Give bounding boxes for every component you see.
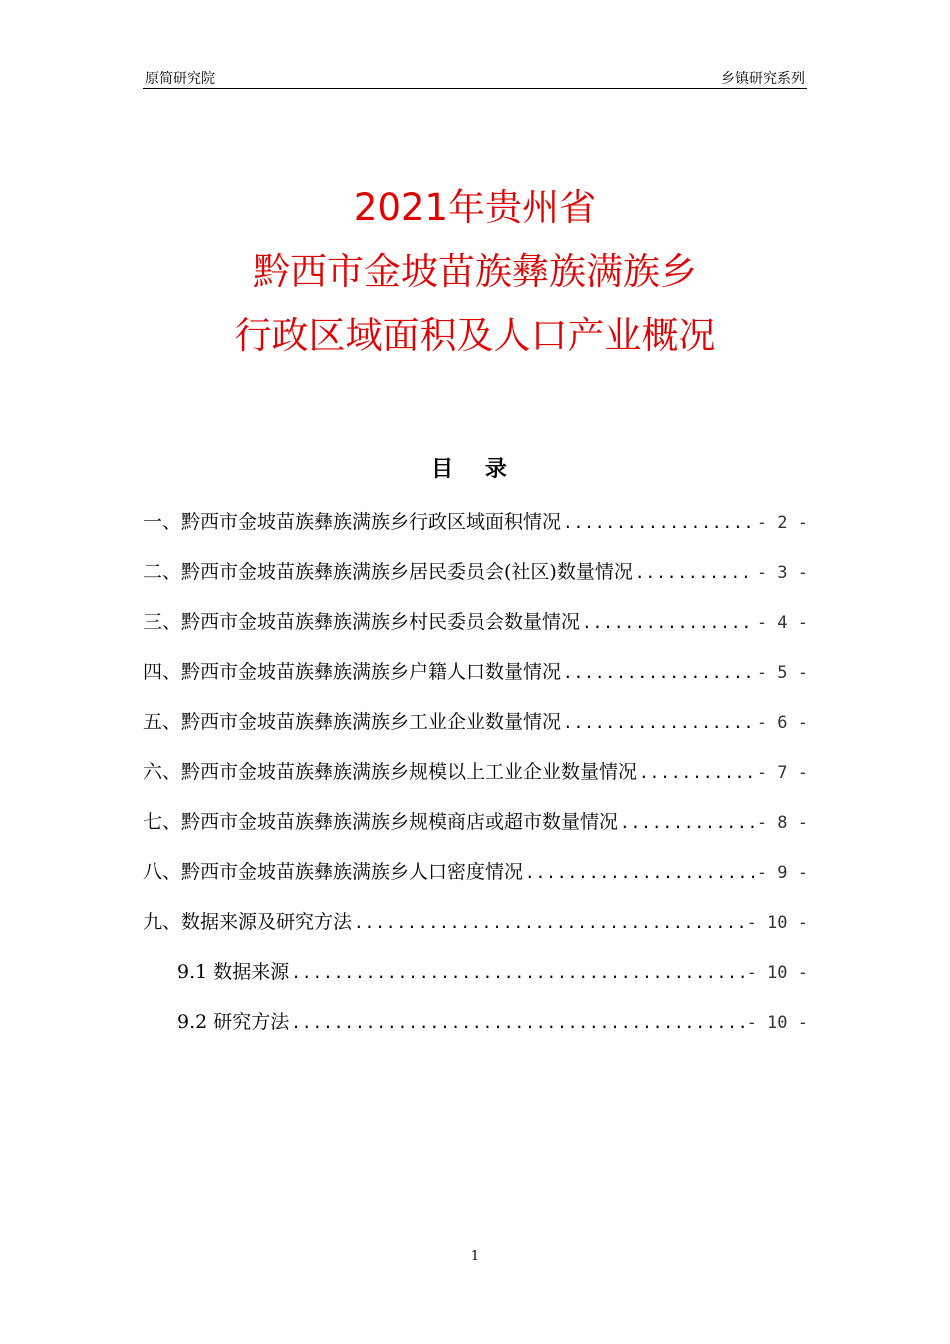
toc-entry-text: 四、黔西市金坡苗族彝族满族乡户籍人口数量情况 — [143, 661, 562, 683]
title-line-2: 黔西市金坡苗族彝族满族乡 — [253, 250, 697, 293]
toc-entry-page: - 10 - — [746, 1013, 808, 1033]
toc-entry-page: - 7 - — [756, 763, 808, 783]
title-line-3: 行政区域面积及人口产业概况 — [234, 314, 716, 357]
toc-heading: 目 录 — [431, 457, 519, 482]
toc-leader-dots — [561, 503, 755, 543]
toc-leader-dots — [561, 703, 755, 743]
toc-entry-text: 二、黔西市金坡苗族彝族满族乡居民委员会(社区)数量情况 — [143, 561, 633, 583]
page-header — [143, 66, 807, 89]
toc-entry-text: 9.1 数据来源 — [177, 961, 290, 983]
toc-entry-page: - 10 - — [746, 913, 808, 933]
toc-entry-7[interactable] — [143, 802, 808, 852]
toc-entry-4[interactable] — [143, 652, 808, 702]
toc-entry-page: - 10 - — [746, 963, 808, 983]
toc-entry-text: 九、数据来源及研究方法 — [143, 911, 353, 933]
header-series-name: 乡镇研究系列 — [721, 71, 805, 87]
header-org-name: 原简研究院 — [145, 71, 215, 87]
toc-entry-8[interactable] — [143, 852, 808, 902]
toc-entry-page: - 5 - — [756, 663, 808, 683]
toc-entry-6[interactable] — [143, 752, 808, 802]
toc-entry-3[interactable] — [143, 602, 808, 652]
toc-entry-page: - 8 - — [756, 813, 808, 833]
document-title — [0, 176, 950, 368]
toc-leader-dots — [561, 653, 755, 693]
toc-entry-9[interactable] — [143, 902, 808, 952]
toc-entry-text: 一、黔西市金坡苗族彝族满族乡行政区域面积情况 — [143, 511, 562, 533]
toc-entry-page: - 3 - — [756, 563, 808, 583]
toc-entry-text: 六、黔西市金坡苗族彝族满族乡规模以上工业企业数量情况 — [143, 761, 638, 783]
toc-entry-text: 五、黔西市金坡苗族彝族满族乡工业企业数量情况 — [143, 711, 562, 733]
toc-subentry-9-2[interactable] — [143, 1002, 808, 1052]
toc-entry-1[interactable] — [143, 502, 808, 552]
toc-leader-dots — [289, 1003, 744, 1043]
table-of-contents — [143, 502, 808, 1052]
toc-leader-dots — [523, 853, 755, 893]
toc-entry-page: - 9 - — [756, 863, 808, 883]
toc-entry-5[interactable] — [143, 702, 808, 752]
toc-entry-page: - 4 - — [756, 613, 808, 633]
toc-leader-dots — [633, 553, 755, 593]
toc-entry-text: 八、黔西市金坡苗族彝族满族乡人口密度情况 — [143, 861, 524, 883]
toc-entry-2[interactable] — [143, 552, 808, 602]
toc-subentry-9-1[interactable] — [143, 952, 808, 1002]
toc-entry-text: 9.2 研究方法 — [177, 1011, 290, 1033]
toc-entry-page: - 2 - — [756, 513, 808, 533]
toc-entry-text: 七、黔西市金坡苗族彝族满族乡规模商店或超市数量情况 — [143, 811, 619, 833]
title-line-1: 2021年贵州省 — [353, 186, 597, 229]
toc-leader-dots — [580, 603, 755, 643]
toc-leader-dots — [618, 803, 755, 843]
toc-entry-text: 三、黔西市金坡苗族彝族满族乡村民委员会数量情况 — [143, 611, 581, 633]
page-number: 1 — [470, 1249, 480, 1264]
toc-leader-dots — [637, 753, 755, 793]
toc-leader-dots — [352, 903, 745, 943]
toc-entry-page: - 6 - — [756, 713, 808, 733]
toc-leader-dots — [289, 953, 744, 993]
